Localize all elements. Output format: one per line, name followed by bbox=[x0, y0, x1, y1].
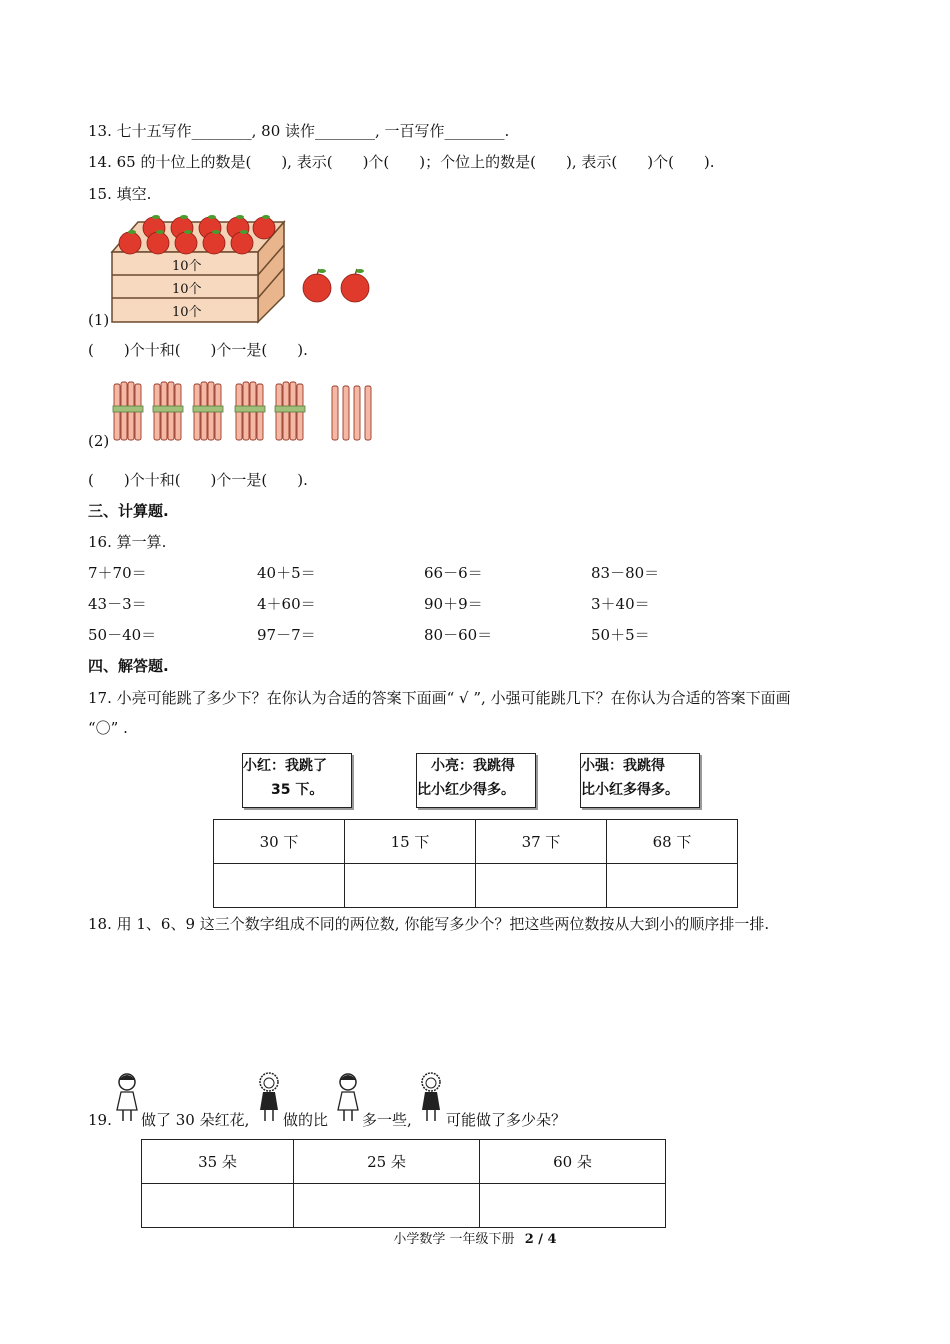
crate-label-1: 10个 bbox=[172, 259, 202, 274]
q19-option-cell: 60 朵 bbox=[480, 1140, 666, 1184]
calc-item: 50－40＝ bbox=[88, 626, 157, 644]
question-17-line1: 17. 小亮可能跳了多少下？在你认为合适的答案下面画“ √ ”, 小强可能跳几下？在你认为合适的答案下面画 bbox=[88, 689, 791, 707]
speech-box-xiaoliang bbox=[416, 753, 536, 808]
q17-answer-cell[interactable] bbox=[476, 864, 607, 908]
speech-line: 小强：我跳得 bbox=[581, 758, 665, 774]
q19-text-3: 多一些, bbox=[362, 1111, 412, 1129]
speech-box-xiaoqiang bbox=[580, 753, 700, 808]
q17-answer-cell[interactable] bbox=[345, 864, 476, 908]
footer-page-number: 2 / 4 bbox=[524, 1232, 557, 1247]
section-4-heading: 四、解答题. bbox=[88, 657, 169, 675]
calc-item: 40＋5＝ bbox=[257, 564, 316, 582]
curly-girl-icon bbox=[255, 1072, 283, 1124]
question-13: 13. 七十五写作________, 80 读作________, 一百写作________. bbox=[88, 122, 510, 140]
calc-item: 3＋40＝ bbox=[591, 595, 650, 613]
calc-item: 80－60＝ bbox=[424, 626, 493, 644]
calc-item: 50＋5＝ bbox=[591, 626, 650, 644]
q19-text-2: 做的比 bbox=[283, 1111, 329, 1129]
q19-answer-table bbox=[141, 1139, 666, 1228]
question-17-line2: “〇” . bbox=[88, 719, 128, 737]
q17-option-cell: 30 下 bbox=[214, 820, 345, 864]
q17-answer-cell[interactable] bbox=[214, 864, 345, 908]
girl-icon bbox=[334, 1072, 362, 1124]
q17-option-cell: 15 下 bbox=[345, 820, 476, 864]
q17-option-cell: 68 下 bbox=[607, 820, 738, 864]
calc-item: 43－3＝ bbox=[88, 595, 147, 613]
q15-part1-blank: ( )个十和( )个一是( ). bbox=[88, 341, 308, 359]
section-3-heading: 三、计算题. bbox=[88, 502, 169, 520]
q15-part2-label: (2) bbox=[88, 432, 110, 450]
speech-line: 小亮：我跳得 bbox=[417, 758, 515, 774]
question-15: 15. 填空. bbox=[88, 185, 152, 203]
q19-text-4: 可能做了多少朵？ bbox=[446, 1111, 567, 1129]
stick-bundles-illustration bbox=[112, 378, 382, 444]
q19-text-1: 做了 30 朵红花, bbox=[141, 1111, 250, 1129]
q17-option-cell: 37 下 bbox=[476, 820, 607, 864]
q15-part1-label: (1) bbox=[88, 311, 110, 329]
calc-item: 83－80＝ bbox=[591, 564, 660, 582]
question-18: 18. 用 1、6、9 这三个数字组成不同的两位数, 你能写多少个？把这些两位数按从大到小的顺序排一排. bbox=[88, 915, 770, 933]
question-14: 14. 65 的十位上的数是( ), 表示( )个( )；个位上的数是( ), 表示( )个( ). bbox=[88, 153, 715, 171]
q17-answer-cell[interactable] bbox=[607, 864, 738, 908]
q19-number: 19. bbox=[88, 1111, 112, 1129]
crate-label-3: 10个 bbox=[172, 305, 202, 320]
q17-answer-table bbox=[213, 819, 738, 908]
girl-icon bbox=[113, 1072, 141, 1124]
speech-line: 小红：我跳了 bbox=[243, 758, 327, 774]
calc-item: 97－7＝ bbox=[257, 626, 316, 644]
calc-item: 4＋60＝ bbox=[257, 595, 316, 613]
calc-item: 90＋9＝ bbox=[424, 595, 483, 613]
calc-item: 66－6＝ bbox=[424, 564, 483, 582]
speech-line: 比小红少得多。 bbox=[417, 782, 515, 798]
q19-answer-cell[interactable] bbox=[142, 1184, 294, 1228]
q19-answer-cell[interactable] bbox=[480, 1184, 666, 1228]
loose-apples-illustration bbox=[300, 266, 376, 306]
calc-item: 7＋70＝ bbox=[88, 564, 147, 582]
speech-line: 35 下。 bbox=[243, 782, 324, 798]
q19-option-cell: 25 朵 bbox=[294, 1140, 480, 1184]
question-16: 16. 算一算. bbox=[88, 533, 167, 551]
crate-label-2: 10个 bbox=[172, 282, 202, 297]
speech-line: 比小红多得多。 bbox=[581, 782, 679, 798]
page-footer bbox=[0, 1228, 950, 1247]
curly-girl-icon bbox=[417, 1072, 445, 1124]
speech-box-xiaohong bbox=[242, 753, 352, 808]
q19-option-cell: 35 朵 bbox=[142, 1140, 294, 1184]
q19-answer-cell[interactable] bbox=[294, 1184, 480, 1228]
q15-part2-blank: ( )个十和( )个一是( ). bbox=[88, 471, 308, 489]
footer-text: 小学数学 一年级下册 bbox=[393, 1232, 515, 1247]
